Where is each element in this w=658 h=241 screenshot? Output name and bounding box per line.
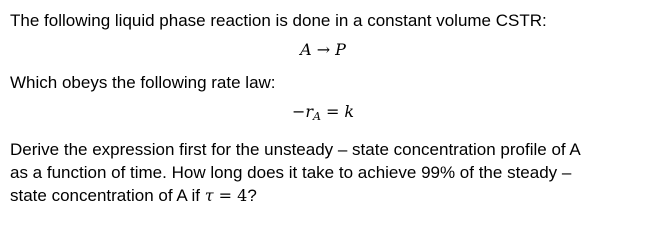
reaction-arrow: →	[316, 40, 331, 59]
question-line-3	[10, 184, 650, 207]
question-end: ?	[247, 186, 257, 205]
tau-expression	[205, 186, 248, 205]
tau-symbol: τ	[204, 186, 214, 205]
question-text	[10, 138, 650, 207]
question-line-2: as a function of time. How long does it take to achieve 99% of the steady –	[10, 163, 572, 182]
rate-variable: r	[305, 102, 313, 121]
tau-equals: =	[213, 186, 238, 205]
rate-minus-sign: −	[291, 102, 306, 121]
rate-law-equation	[10, 101, 650, 128]
intro-text: The following liquid phase reaction is done in a constant volume CSTR:	[10, 11, 547, 30]
tau-value: 4	[237, 186, 248, 205]
product: P	[335, 40, 346, 59]
question-line-3-text: state concentration of A if	[10, 186, 205, 205]
rate-subscript: A	[313, 110, 321, 123]
equals-sign: =	[325, 102, 340, 121]
reaction-equation	[10, 39, 650, 61]
rate-law-intro: Which obeys the following rate law:	[10, 73, 276, 92]
problem-statement	[10, 8, 650, 207]
rate-constant: k	[344, 102, 355, 121]
question-line-1: Derive the expression first for the unsteady – state concentration profile of A	[10, 140, 581, 159]
reactant: A	[300, 40, 312, 59]
